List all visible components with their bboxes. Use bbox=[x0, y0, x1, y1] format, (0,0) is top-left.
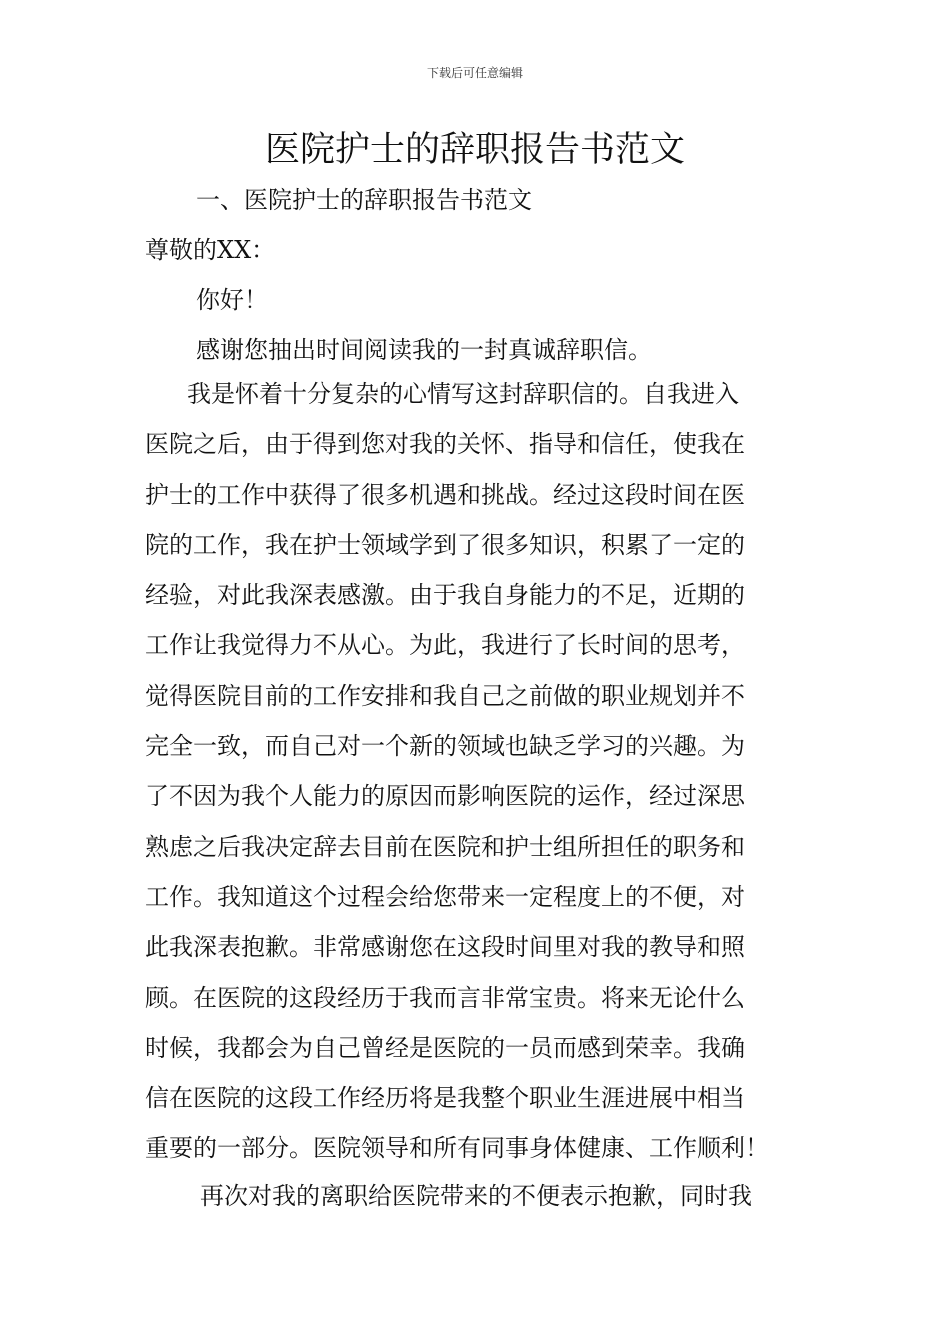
paragraph-line: 护士的工作中获得了很多机遇和挑战。经过这段时间在医 bbox=[145, 480, 745, 509]
paragraph-line: 觉得医院目前的工作安排和我自己之前做的职业规划并不 bbox=[145, 681, 745, 710]
paragraph-line: 信在医院的这段工作经历将是我整个职业生涯进展中相当 bbox=[145, 1084, 745, 1113]
body-paragraph bbox=[145, 378, 813, 1183]
paragraph-line: 我是怀着十分复杂的心情写这封辞职信的。自我进入 bbox=[187, 380, 739, 408]
paragraph-line: 完全一致，而自己对一个新的领域也缺乏学习的兴趣。为 bbox=[145, 732, 745, 761]
document-title: 医院护士的辞职报告书范文 bbox=[264, 130, 685, 170]
header-note: 下载后可任意编辑 bbox=[426, 66, 523, 80]
section-heading: 一、医院护士的辞职报告书范文 bbox=[196, 186, 532, 214]
thanks-line: 感谢您抽出时间阅读我的一封真诚辞职信。 bbox=[196, 336, 652, 364]
paragraph-line: 了不因为我个人能力的原因而影响医院的运作，经过深思 bbox=[145, 782, 745, 811]
paragraph-line: 医院之后，由于得到您对我的关怀、指导和信任，使我在 bbox=[145, 430, 745, 459]
paragraph-line: 经验，对此我深表感激。由于我自身能力的不足，近期的 bbox=[145, 581, 745, 610]
paragraph-line: 工作。我知道这个过程会给您带来一定程度上的不便，对 bbox=[145, 882, 745, 911]
paragraph-line: 工作让我觉得力不从心。为此，我进行了长时间的思考， bbox=[145, 631, 745, 660]
paragraph-line: 熟虑之后我决定辞去目前在医院和护士组所担任的职务和 bbox=[145, 832, 745, 861]
paragraph-line: 此我深表抱歉。非常感谢您在这段时间里对我的教导和照 bbox=[145, 933, 745, 962]
paragraph-line: 重要的一部分。医院领导和所有同事身体健康、工作顺利！ bbox=[145, 1134, 769, 1163]
closing-line: 再次对我的离职给医院带来的不便表示抱歉，同时我 bbox=[200, 1182, 752, 1210]
greeting: 你好！ bbox=[196, 286, 268, 314]
salutation: 尊敬的XX： bbox=[145, 236, 276, 264]
paragraph-line: 时候，我都会为自己曾经是医院的一员而感到荣幸。我确 bbox=[145, 1033, 745, 1062]
paragraph-line: 顾。在医院的这段经历于我而言非常宝贵。将来无论什么 bbox=[145, 983, 745, 1012]
paragraph-line: 院的工作，我在护士领域学到了很多知识，积累了一定的 bbox=[145, 530, 745, 559]
